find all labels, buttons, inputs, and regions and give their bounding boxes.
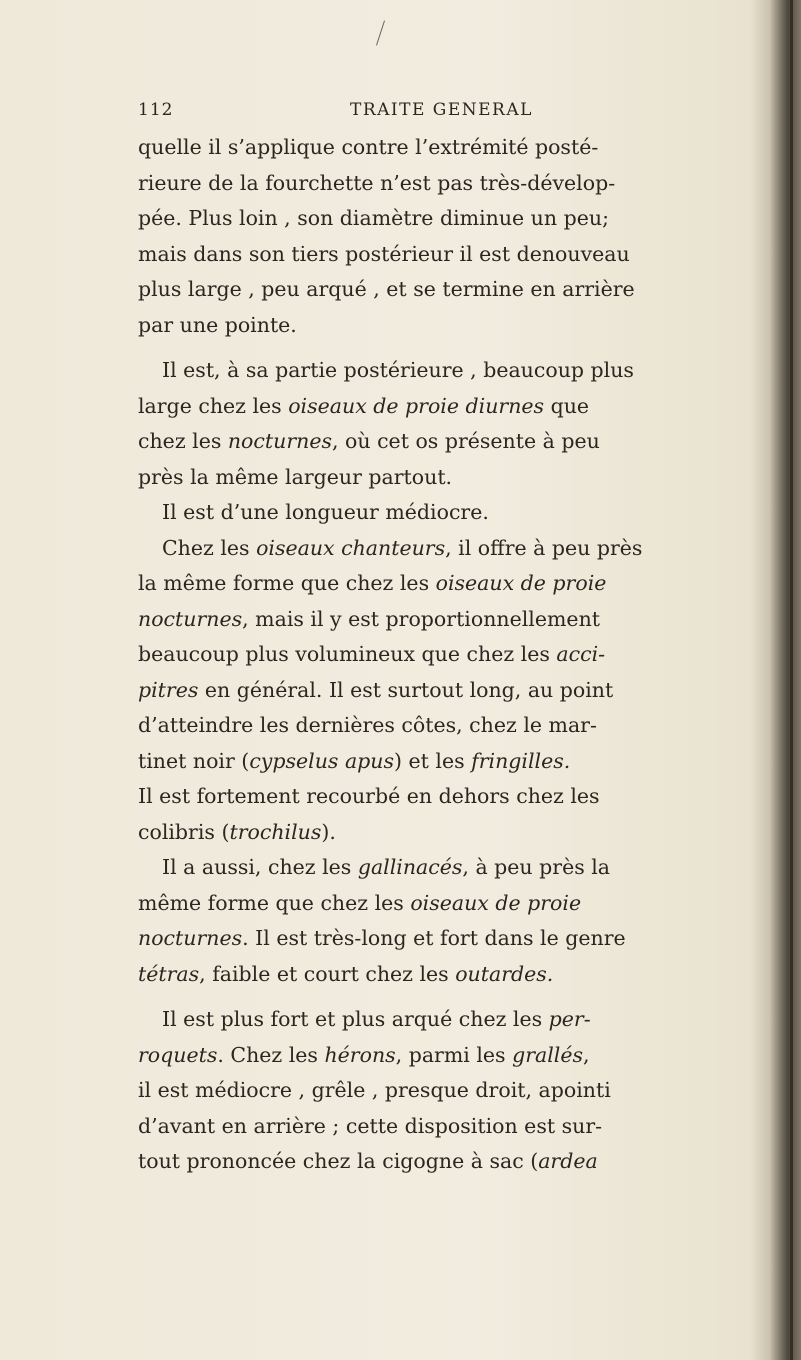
- text-segment: pée. Plus loin , son diamètre diminue un peu;: [138, 206, 609, 230]
- text-line: [138, 566, 738, 602]
- text-line: [138, 921, 738, 957]
- text-segment: tout prononcée chez la cigogne à sac (: [138, 1149, 539, 1173]
- text-line: [138, 637, 738, 673]
- italic-term: nocturnes: [138, 926, 243, 950]
- text-segment: d’avant en arrière ; cette disposition est sur-: [138, 1113, 603, 1138]
- text-segment: Il est, à sa partie postérieure , beaucoup plus: [162, 358, 634, 382]
- text-line: [138, 886, 738, 922]
- text-segment: , parmi les: [395, 1042, 513, 1067]
- text-line: [138, 744, 738, 780]
- text-segment: en général. Il est surtout long, au point: [198, 677, 614, 702]
- text-segment: , à peu près la: [462, 855, 611, 879]
- text-line: [138, 1073, 738, 1109]
- text-segment: Il est d’une longueur médiocre.: [162, 500, 489, 524]
- page-gutter-shadow: [749, 0, 801, 1360]
- text-line: [138, 850, 738, 886]
- text-line: [138, 602, 738, 638]
- text-line: [138, 237, 738, 273]
- text-segment: , il offre à peu près: [445, 535, 643, 560]
- italic-term: oiseaux de proie: [410, 890, 582, 915]
- text-segment: colibris (: [138, 819, 230, 844]
- text-line: [138, 272, 738, 308]
- text-segment: même forme que chez les: [138, 890, 411, 915]
- italic-term: tétras: [138, 961, 200, 986]
- italic-term: cypselus apus: [249, 748, 395, 773]
- italic-term: oiseaux de proie: [435, 571, 607, 595]
- italic-term: trochilus: [229, 819, 322, 844]
- page-number: 112: [138, 100, 174, 120]
- text-segment: chez les: [138, 429, 228, 453]
- italic-term: hérons: [324, 1042, 396, 1067]
- text-segment: que: [544, 393, 590, 418]
- text-segment: Chez les: [162, 535, 257, 560]
- italic-term: nocturnes: [227, 429, 332, 453]
- text-segment: il est médiocre , grêle , presque droit, apointi: [138, 1078, 611, 1102]
- text-line: [138, 815, 738, 851]
- text-segment: ).: [321, 819, 336, 844]
- pencil-mark: [376, 20, 385, 45]
- text-line: [138, 353, 738, 389]
- text-segment: beaucoup plus volumineux que chez les: [138, 642, 557, 666]
- paragraph-gap: [138, 343, 738, 353]
- text-line: [138, 495, 738, 531]
- text-line: [138, 130, 738, 166]
- italic-term: fringilles.: [471, 748, 571, 773]
- text-line: [138, 1144, 738, 1180]
- italic-term: nocturnes: [138, 606, 243, 631]
- text-segment: , mais il y est proportionnellement: [242, 606, 601, 631]
- text-segment: par une pointe.: [138, 312, 297, 337]
- text-line: [138, 673, 738, 709]
- text-line: [138, 779, 738, 815]
- text-segment: . Chez les: [217, 1042, 325, 1067]
- text-segment: ,: [583, 1042, 590, 1067]
- page-header: [138, 100, 738, 124]
- text-segment: large chez les: [138, 393, 289, 418]
- text-line: [138, 531, 738, 567]
- running-title: TRAITE GENERAL: [350, 100, 533, 120]
- text-segment: plus large , peu arqué , et se termine en arrière: [138, 277, 635, 301]
- text-line: [138, 389, 738, 425]
- text-segment: Il a aussi, chez les: [162, 855, 358, 879]
- text-line: [138, 1109, 738, 1145]
- text-line: [138, 201, 738, 237]
- text-segment: tinet noir (: [138, 748, 250, 773]
- page-gutter-line: [790, 0, 793, 1360]
- italic-term: acci-: [556, 642, 606, 666]
- text-segment: , où cet os présente à peu: [331, 429, 600, 453]
- text-segment: quelle il s’applique contre l’extrémité posté-: [138, 135, 599, 159]
- text-segment: la même forme que chez les: [138, 571, 436, 595]
- text-segment: d’atteindre les dernières côtes, chez le mar-: [138, 713, 597, 737]
- text-segment: mais dans son tiers postérieur il est denouveau: [138, 241, 630, 266]
- text-line: [138, 1038, 738, 1074]
- text-line: [138, 1002, 738, 1038]
- text-segment: , faible et court chez les: [199, 961, 456, 986]
- body-text: [138, 130, 738, 1180]
- italic-term: pitres: [138, 677, 199, 702]
- italic-term: oiseaux de proie diurnes: [288, 393, 545, 418]
- text-line: [138, 460, 738, 496]
- text-segment: . Il est très-long et fort dans le genre: [242, 926, 626, 950]
- text-line: [138, 957, 738, 993]
- italic-term: outardes.: [455, 961, 554, 986]
- text-line: [138, 708, 738, 744]
- italic-term: roquets: [138, 1042, 218, 1067]
- italic-term: per-: [548, 1007, 591, 1031]
- text-segment: près la même largeur partout.: [138, 464, 453, 489]
- italic-term: ardea: [538, 1149, 598, 1173]
- text-segment: rieure de la fourchette n’est pas très-dévelop-: [138, 170, 616, 195]
- text-line: [138, 166, 738, 202]
- italic-term: oiseaux chanteurs: [256, 535, 446, 560]
- text-segment: Il est fortement recourbé en dehors chez les: [138, 784, 600, 808]
- italic-term: gallinacés: [357, 855, 463, 879]
- text-line: [138, 308, 738, 344]
- italic-term: grallés: [512, 1042, 584, 1067]
- text-segment: Il est plus fort et plus arqué chez les: [162, 1007, 549, 1031]
- text-segment: ) et les: [394, 748, 472, 773]
- paragraph-gap: [138, 992, 738, 1002]
- text-line: [138, 424, 738, 460]
